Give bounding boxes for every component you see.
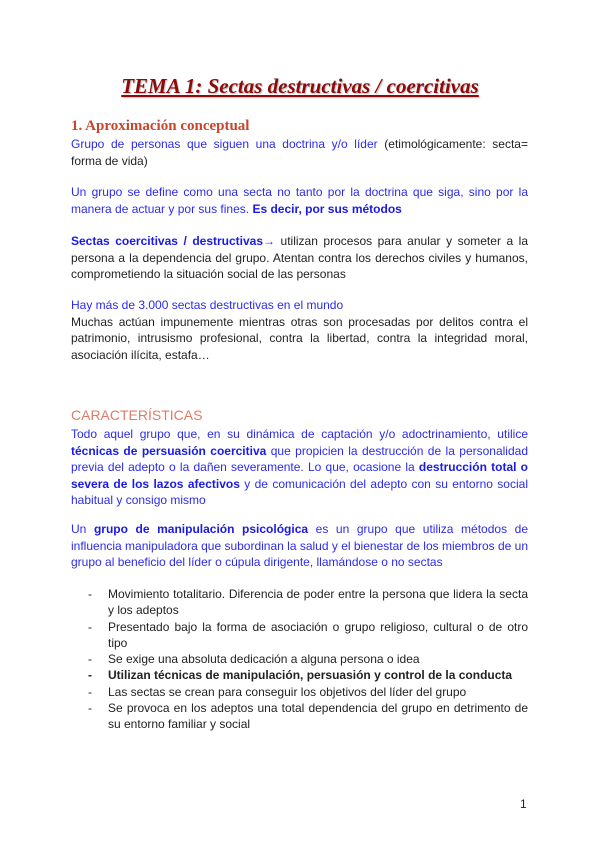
list-item	[71, 700, 528, 733]
bullet-dash: -	[88, 619, 92, 634]
list-item-text: Las sectas se crean para conseguir los objetivos del líder del grupo	[108, 684, 467, 699]
text-segment: Un	[71, 522, 94, 536]
section-heading-caracteristicas: CARACTERÍSTICAS	[71, 407, 203, 423]
list-item	[71, 684, 528, 700]
text-segment: es un grupo que utiliza métodos de influencia manipuladora que subordinan la salud y el bienestar de los miembros de un grupo al beneficio del líder o cúpula dirigente, llamándose o no sectas	[71, 522, 529, 569]
bullet-dash: -	[88, 668, 92, 683]
characteristics-list	[71, 586, 528, 733]
bullet-dash: -	[88, 701, 92, 716]
text-segment: Un grupo se define como una secta no tanto por la doctrina que siga, sino por la manera de actuar y por sus fines.	[71, 185, 528, 216]
paragraph-manipulacion	[71, 521, 528, 571]
list-item-text: Se exige una absoluta dedicación a alguna persona o idea	[108, 652, 420, 667]
text-segment-bold: destrucción total o severa de los lazos afectivos	[71, 460, 528, 491]
arrow-icon: →	[263, 234, 276, 248]
text-segment: Grupo de personas que siguen una doctrina y/o líder	[71, 137, 378, 151]
list-item	[71, 667, 528, 683]
text-segment-bold: Es decir, por sus métodos	[252, 201, 402, 216]
text-segment: Todo aquel grupo que, en su dinámica de captación y/o adoctrinamiento, utilice	[71, 427, 528, 441]
list-item-text: Se provoca en los adeptos una total dependencia del grupo en detrimento de su entorno familiar y social	[108, 701, 528, 732]
paragraph-grupo-secta	[71, 184, 528, 217]
list-item-text: Movimiento totalitario. Diferencia de poder entre la persona que lidera la secta y los adeptos	[108, 587, 528, 618]
text-segment: (etimológicamente: secta= forma de vida)	[71, 137, 528, 168]
bullet-dash: -	[88, 684, 92, 699]
paragraph-cifras	[71, 297, 528, 363]
list-item	[71, 586, 528, 619]
text-segment-bold: técnicas de persuasión coercitiva	[71, 443, 267, 458]
bullet-dash: -	[88, 587, 92, 601]
text-segment-bold: Sectas coercitivas / destructivas	[71, 234, 264, 248]
text-segment: Muchas actúan impunemente mientras otras son procesadas por delitos contra el patrimonio, intrusismo profesional, contra la libertad, contra la integridad moral, asociación ilícita, estafa…	[71, 314, 528, 362]
page-number: 1	[520, 797, 527, 811]
text-segment: Hay más de 3.000 sectas destructivas en el mundo	[71, 298, 344, 312]
list-item-text: Presentado bajo la forma de asociación o grupo religioso, cultural o de otro tipo	[108, 619, 528, 650]
paragraph-sectas-coercitivas	[71, 233, 528, 283]
paragraph-definition	[71, 136, 528, 169]
list-item	[71, 619, 528, 652]
list-item-text: Utilizan técnicas de manipulación, persuasión y control de la conducta	[108, 668, 513, 683]
section-heading-aproximacion: 1. Aproximación conceptual	[71, 118, 250, 134]
text-segment: y de comunicación del adepto con su entorno social habitual y consigo mismo	[71, 476, 528, 507]
text-segment-bold: grupo de manipulación psicológica	[93, 522, 309, 536]
document-title: TEMA 1: Sectas destructivas / coercitivas	[121, 74, 479, 98]
text-segment: utilizan procesos para anular y someter a la persona a la dependencia del grupo. Atentan contra los derechos civiles y humanos, comprometiendo la situación social de las personas	[71, 234, 529, 281]
paragraph-persuasion	[71, 426, 528, 509]
bullet-dash: -	[88, 652, 92, 667]
text-segment: que propicien la destrucción de la personalidad previa del adepto o la dañen severamente. Lo que, ocasione la	[71, 443, 528, 474]
list-item	[71, 651, 528, 667]
